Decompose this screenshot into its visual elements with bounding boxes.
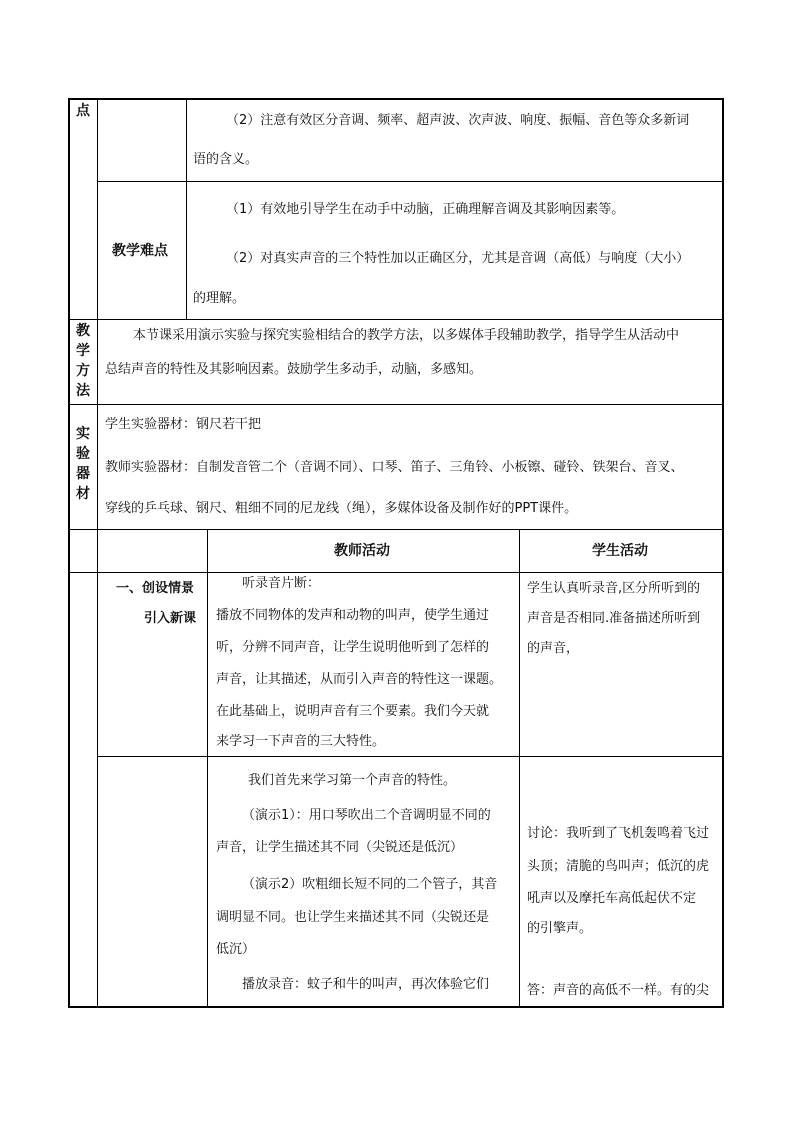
teacher-activity-line: 听录音片断： [242, 576, 321, 591]
label-char: 教 [76, 323, 90, 339]
difficulty-line: （2）对真实声音的三个特性加以正确区分，尤其是音调（高低）与响度（大小） [226, 251, 690, 266]
student-activity-line: 声音是否相同.准备描述所听到 [527, 611, 701, 626]
header-student-activity: 学生活动 [592, 543, 648, 559]
student-activity-line: 答：声音的高低不一样。有的尖 [527, 983, 710, 998]
header-teacher-activity: 教师活动 [334, 543, 390, 559]
teacher-activity-line: 听，分辨不同声音，让学生说明他听到了怎样的 [216, 640, 490, 655]
table-border-left [68, 98, 70, 1008]
section-label-methods [69, 323, 97, 399]
teacher-activity-line: （演示2）吹粗细长短不同的二个管子，其音 [242, 877, 498, 892]
methods-line: 本节课采用演示实验与探究实验相结合的教学方法，以多媒体手段辅助教学，指导学生从活动中 [133, 328, 680, 343]
teacher-activity-line: 播放不同物体的发声和动物的叫声，使学生通过 [216, 608, 490, 623]
grid-line [97, 98, 98, 1008]
grid-line [68, 572, 723, 573]
difficulty-line: （1）有效地引导学生在动手中动脑，正确理解音调及其影响因素等。 [226, 202, 625, 217]
grid-line [68, 529, 723, 530]
label-char: 学 [76, 343, 90, 359]
teacher-activity-line: 声音，让其描述，从而引入声音的特性这一课题。 [216, 672, 503, 687]
key-point-line: （2）注意有效区分音调、频率、超声波、次声波、响度、振幅、音色等众多新词 [226, 113, 690, 128]
teacher-activity-line: 声音，让学生描述其不同（尖锐还是低沉） [216, 840, 464, 855]
table-border-right [722, 98, 724, 1008]
grid-line [519, 529, 520, 1007]
methods-line: 总结声音的特性及其影响因素。鼓励学生多动手，动脑，多感知。 [105, 362, 483, 377]
grid-line [207, 529, 208, 1007]
label-char: 法 [76, 383, 90, 399]
difficulty-line: 的理解。 [193, 291, 246, 306]
teacher-activity-line: 低沉） [216, 942, 256, 957]
label-char: 实 [76, 426, 90, 442]
label-char: 验 [76, 446, 90, 462]
key-point-line: 语的含义。 [193, 152, 259, 167]
grid-line [97, 756, 723, 757]
student-activity-line: 头顶；清脆的鸟叫声；低沉的虎 [527, 859, 710, 874]
teacher-activity-line: （演示1）：用口琴吹出二个音调明显不同的 [242, 808, 491, 823]
table-border-bottom [68, 1006, 724, 1008]
stage-title: 引入新课 [144, 611, 197, 626]
teacher-activity-line: 来学习一下声音的三大特性。 [216, 734, 386, 749]
stage-title: 一、创设情景 [116, 581, 195, 596]
grid-line [97, 181, 723, 182]
teacher-activity-line: 我们首先来学习第一个声音的特性。 [248, 773, 457, 788]
label-char: 材 [76, 486, 90, 502]
teacher-activity-line: 播放录音：蚊子和牛的叫声，再次体验它们 [242, 977, 490, 992]
section-label-key-points: 点 [76, 103, 90, 119]
equipment-line: 教师实验器材：自制发音管二个（音调不同）、口琴、笛子、三角铃、小板镲、碰铃、铁架台、音叉、 [105, 460, 684, 475]
student-activity-line: 吼声以及摩托车高低起伏不定 [527, 891, 697, 906]
equipment-line: 穿线的乒乓球、钢尺、粗细不同的尼龙线（绳），多媒体设备及制作好的PPT课件。 [105, 501, 578, 516]
label-char: 方 [76, 363, 90, 379]
table-border-top [68, 98, 724, 100]
teacher-activity-line: 调明显不同。也让学生来描述其不同（尖锐还是 [216, 910, 490, 925]
student-activity-line: 讨论：我听到了飞机轰鸣着飞过 [527, 826, 710, 841]
grid-line [186, 98, 187, 320]
teacher-activity-line: 在此基础上，说明声音有三个要素。我们今天就 [216, 704, 490, 719]
student-activity-line: 的引擎声。 [527, 921, 593, 936]
section-label-equipment [69, 426, 97, 502]
section-label-difficulties: 教学难点 [112, 243, 168, 259]
student-activity-line: 的声音， [527, 641, 580, 656]
student-activity-line: 学生认真听录音,区分所听到的 [527, 581, 701, 596]
equipment-line: 学生实验器材：钢尺若干把 [105, 417, 262, 432]
label-char: 器 [76, 466, 90, 482]
grid-line [68, 404, 723, 405]
grid-line [68, 319, 723, 320]
